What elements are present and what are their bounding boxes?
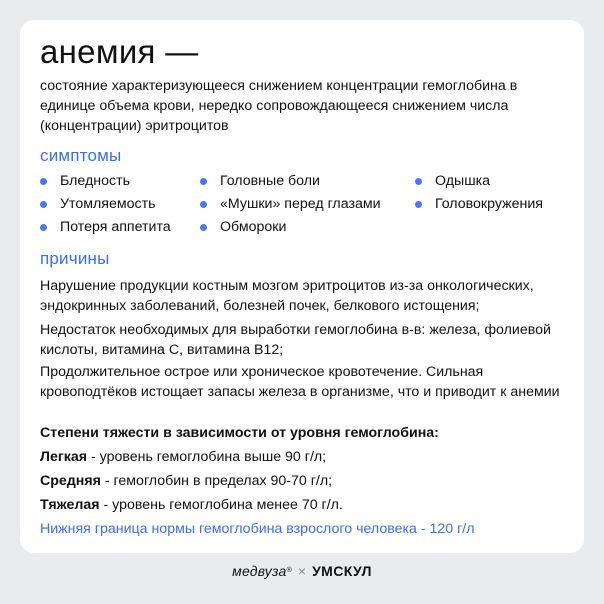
symptom-label: «Мушки» перед глазами (220, 196, 381, 212)
symptoms-heading: симптомы (40, 146, 122, 165)
medvuza-logo (232, 563, 292, 579)
definition-text: состояние характеризующееся снижением концентрации гемоглобина в единице объема крови, нередко сопровождающееся снижением числа (концентрации) эритроцитов (40, 78, 518, 134)
list-item (40, 193, 171, 216)
page-title: анемия — (40, 33, 199, 70)
cause-paragraph: Продолжительное острое или хроническое кровотечение. Сильная кровоподтёков истощает запасы железа в организме, что и приводит к анемии (40, 364, 560, 400)
bullet-dot-icon (415, 178, 422, 185)
bullet-dot-icon (200, 201, 207, 208)
symptom-label: Одышка (435, 173, 490, 189)
causes-heading: причины (40, 249, 110, 268)
bullet-dot-icon (40, 178, 47, 185)
severity-heading: Степени тяжести в зависимости от уровня гемоглобина: (40, 425, 439, 441)
severity-level-name: Легкая (40, 449, 88, 465)
symptom-label: Головокружения (435, 196, 543, 212)
severity-level-text: - гемоглобин в пределах 90-70 г/л; (100, 473, 333, 489)
symptom-label: Потеря аппетита (60, 219, 171, 235)
symptom-label: Утомляемость (60, 196, 156, 212)
bullet-dot-icon (40, 201, 47, 208)
bullet-dot-icon (40, 224, 47, 231)
symptom-label: Бледность (60, 173, 130, 189)
symptom-label: Обмороки (220, 219, 287, 235)
umskul-logo: УМСКУЛ (312, 563, 372, 579)
list-item (40, 170, 171, 193)
collab-separator-icon: × (297, 563, 307, 579)
footer-logos (0, 560, 604, 582)
list-item (40, 216, 171, 239)
severity-level (40, 495, 343, 515)
cause-paragraph: Недостаток необходимых для выработки гемоглобина в-в: железа, фолиевой кислоты, витамина С, витамина В12; (40, 322, 551, 358)
severity-level-text: - уровень гемоглобина выше 90 г/л; (87, 449, 327, 465)
list-item (200, 170, 381, 193)
list-item (415, 170, 543, 193)
symptoms-column-2 (200, 170, 381, 239)
bullet-dot-icon (200, 178, 207, 185)
bullet-dot-icon (200, 224, 207, 231)
symptoms-column-3 (415, 170, 543, 216)
medvuza-logo-text: медвуза (232, 563, 287, 579)
severity-level-name: Средняя (40, 473, 101, 489)
severity-level (40, 471, 332, 491)
severity-level (40, 447, 326, 467)
list-item (200, 216, 381, 239)
hemoglobin-norm-note: Нижняя граница нормы гемоглобина взрослого человека - 120 г/л (40, 521, 475, 537)
registered-mark: ® (286, 567, 292, 574)
symptom-label: Головные боли (220, 173, 320, 189)
list-item (200, 193, 381, 216)
severity-level-text: - уровень гемоглобина менее 70 г/л. (99, 497, 343, 513)
bullet-dot-icon (415, 201, 422, 208)
list-item (415, 193, 543, 216)
symptoms-column-1 (40, 170, 171, 239)
severity-level-name: Тяжелая (40, 497, 100, 513)
cause-paragraph: Нарушение продукции костным мозгом эритроцитов из-за онкологических, эндокринных заболеваний, болезней почек, белкового истощения; (40, 278, 534, 314)
